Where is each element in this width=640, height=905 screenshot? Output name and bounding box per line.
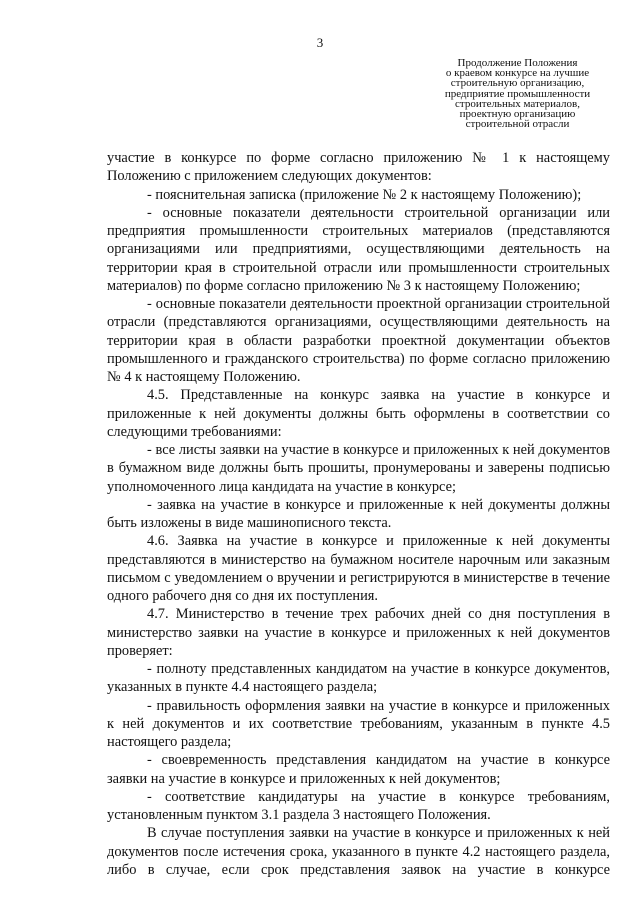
header-line: строительной отрасли <box>465 118 570 131</box>
paragraph: 4.7. Министерство в течение трех рабочих дней со дня поступления в министерство заявки на участие в конкурсе и приложенных к ней документов проверяет: <box>107 606 610 659</box>
paragraph: - все листы заявки на участие в конкурсе и приложенных к ней документов в бумажном виде должны быть прошиты, пронумерованы и заверены подписью уполномоченного лица кандидата на участие в конкурсе; <box>107 442 610 495</box>
header-line: строительную организацию, <box>450 77 585 90</box>
paragraph: - основные показатели деятельности строительной организации или предприятия промышленности строительных материалов (представляются организациями или предприятиями, осуществляющими деятельность на территории края в строительной отрасли или промышленности строительных материалов) по форме согласно приложению № 3 к настоящему Положению; <box>107 204 610 294</box>
header-line: Продолжение Положения <box>457 57 578 69</box>
document-header <box>420 58 615 129</box>
paragraph: В случае поступления заявки на участие в конкурсе и приложенных к ней документов после истечения срока, указанного в пункте 4.2 настоящего раздела, либо в случае, если срок представления заявок на участие в конкурсе <box>107 825 610 878</box>
paragraph: 4.6. Заявка на участие в конкурсе и приложенные к ней документы представляются в министерство на бумажном носителе нарочным или заказным письмом с уведомлением о вручении и регистрируются в министерстве в течение одного рабочего дня со дня их поступления. <box>107 533 610 604</box>
paragraph: 4.5. Представленные на конкурс заявка на участие в конкурсе и приложенные к ней документы должны быть оформлены в соответствии со следующими требованиями: <box>107 387 610 440</box>
header-line: строительных материалов, <box>455 97 580 110</box>
document-body <box>107 149 610 879</box>
header-line: о краевом конкурсе на лучшие <box>445 67 590 80</box>
header-line: проектную организацию <box>459 108 576 121</box>
paragraph: - правильность оформления заявки на участие в конкурсе и приложенных к ней документов и их соответствие требованиям, указанным в пункте 4.5 настоящего раздела; <box>107 697 610 750</box>
paragraph: - полноту представленных кандидатом на участие в конкурсе документов, указанных в пункте 4.4 настоящего раздела; <box>107 661 610 696</box>
paragraph: - основные показатели деятельности проектной организации строительной отрасли (представляются организациями, осуществляющими деятельность на территории края в области разработки проектной документации объектов промышленного и гражданского строительства) по форме согласно приложению № 4 к настоящему Положению. <box>107 296 610 385</box>
paragraph: участие в конкурсе по форме согласно приложению № 1 к настоящему Положению с приложением следующих документов: <box>107 150 610 185</box>
paragraph: - соответствие кандидатуры на участие в конкурсе требованиям, установленным пунктом 3.1 раздела 3 настоящего Положения. <box>107 788 610 823</box>
paragraph: - заявка на участие в конкурсе и приложенные к ней документы должны быть изложены в виде машинописного текста. <box>107 496 610 531</box>
page-number: 3 <box>316 35 324 50</box>
header-line: предприятие промышленности <box>444 87 591 100</box>
paragraph: - пояснительная записка (приложение № 2 к настоящему Положению); <box>147 186 582 203</box>
paragraph: - своевременность представления кандидатом на участие в конкурсе заявки на участие в конкурсе и приложенных к ней документов; <box>107 752 610 787</box>
